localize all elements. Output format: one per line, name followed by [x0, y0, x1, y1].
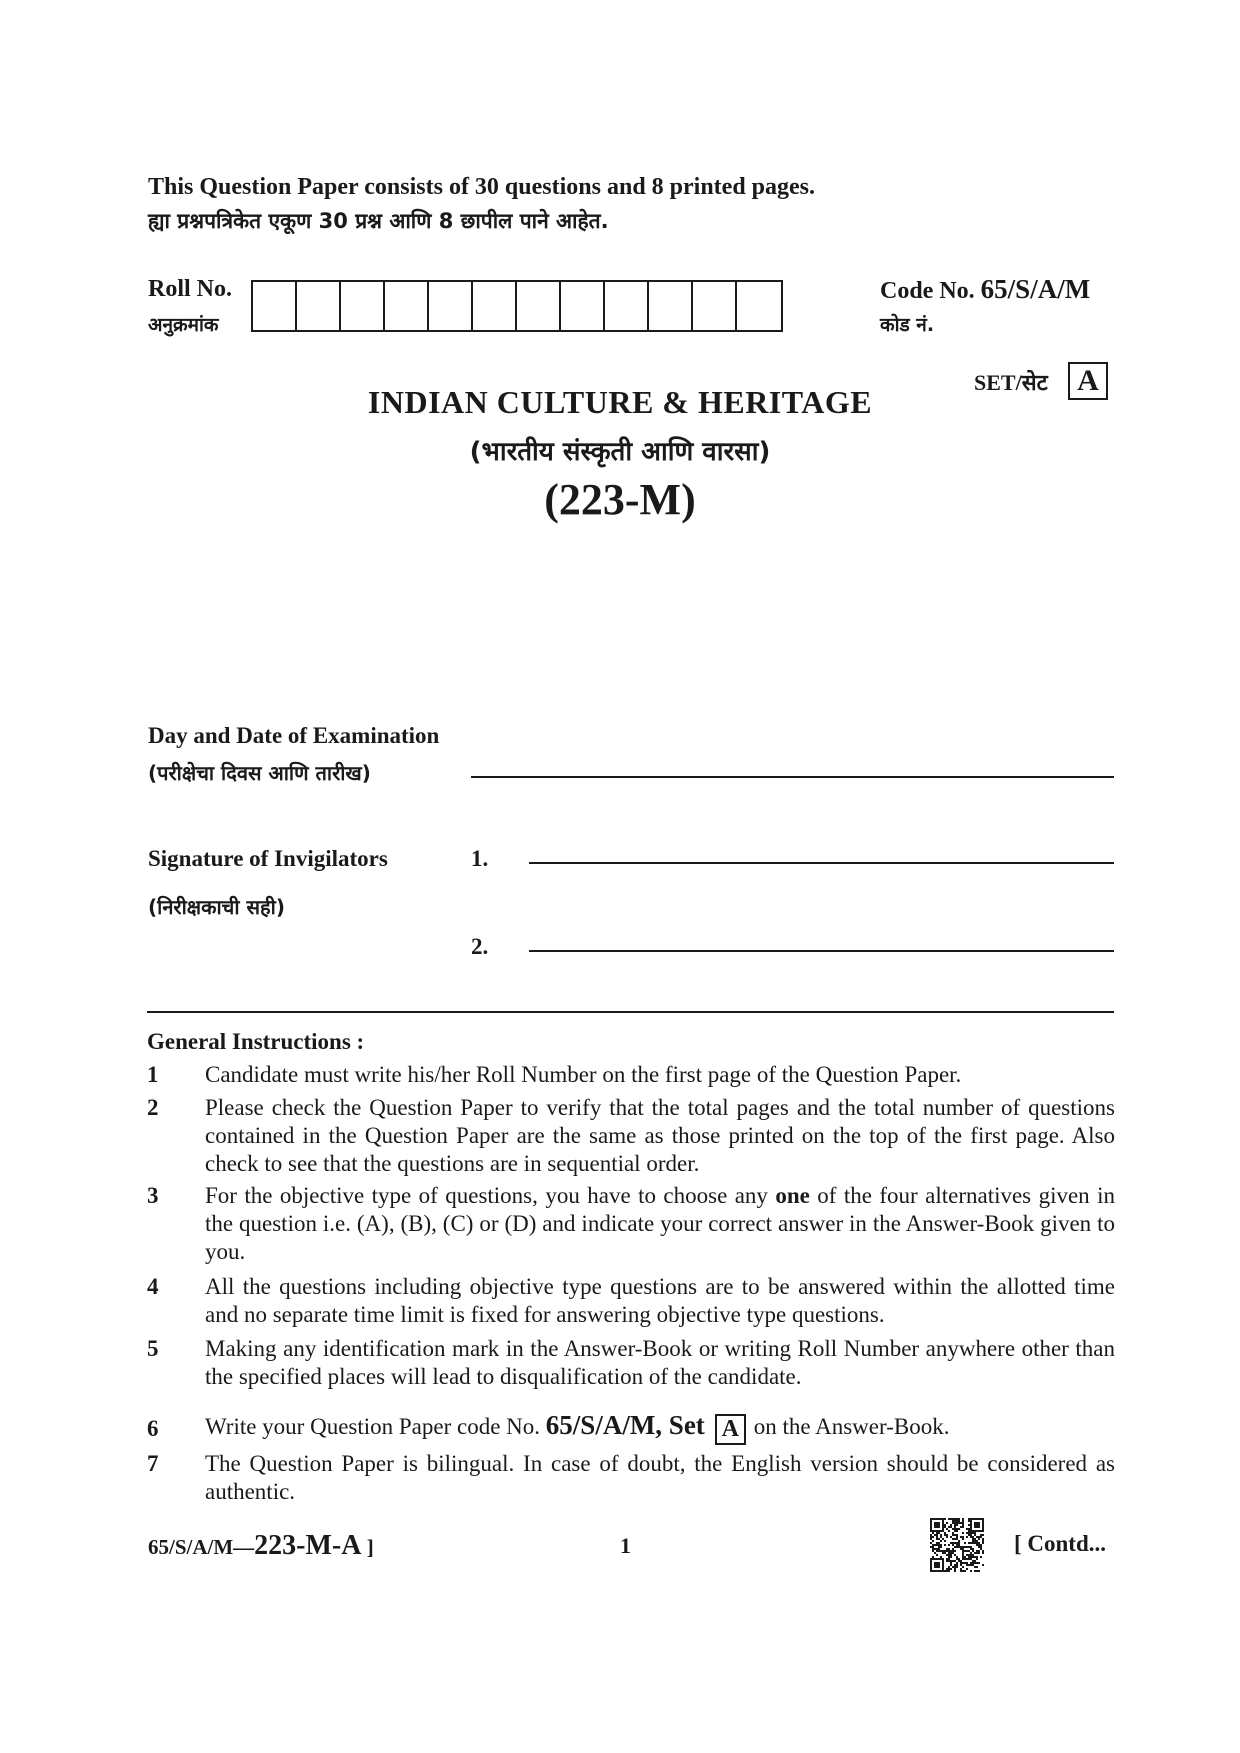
page-count-line-en: This Question Paper consists of 30 questions and 8 printed pages. — [148, 174, 816, 200]
instruction-number: 1 — [147, 1062, 159, 1087]
roll-number-box[interactable] — [517, 282, 561, 330]
instruction-item — [147, 1094, 1115, 1178]
code-number-value: 65/S/A/M — [980, 274, 1091, 304]
roll-number-box[interactable] — [253, 282, 297, 330]
code-number — [880, 274, 1090, 305]
instruction-number: 3 — [147, 1183, 159, 1208]
paper-title-hi: (भारतीय संस्कृती आणि वारसा) — [469, 437, 771, 467]
invigilator-2-number: 2. — [471, 934, 489, 959]
instruction-number: 7 — [147, 1451, 159, 1476]
instruction-text — [205, 1182, 1115, 1266]
set-box-inline: A — [715, 1414, 746, 1445]
instruction-text-part: For the objective type of questions, you have to choose any — [205, 1183, 776, 1208]
roll-number-label: Roll No. — [148, 276, 232, 302]
invigilator-1-line[interactable] — [529, 862, 1114, 864]
instruction-emphasis: 65/S/A/M, Set — [545, 1410, 705, 1440]
instruction-item — [147, 1335, 1115, 1391]
code-number-label-hi: कोड नं. — [880, 314, 935, 336]
exam-date-label-hi: (परीक्षेचा दिवस आणि तारीख) — [148, 761, 371, 785]
instruction-emphasis: one — [775, 1183, 810, 1208]
instruction-item — [147, 1182, 1115, 1266]
set-label: SET/सेट — [974, 370, 1048, 395]
instruction-text-part: of the four alternatives given in the question i.e. (A), (B), (C) or (D) and indicate your correct answer in the Answer-Book given to you. — [205, 1183, 1115, 1264]
instruction-text: The Question Paper is bilingual. In case of doubt, the English version should be considered as authentic. — [205, 1451, 1115, 1504]
instruction-text: Candidate must write his/her Roll Number on the first page of the Question Paper. — [205, 1062, 962, 1087]
instruction-text — [205, 1411, 1115, 1445]
instruction-item — [147, 1450, 1115, 1506]
roll-number-box[interactable] — [297, 282, 341, 330]
instruction-text-part: on the Answer-Book. — [753, 1414, 950, 1439]
invigilator-1-number: 1. — [471, 846, 489, 871]
qr-code-icon — [930, 1518, 984, 1572]
instruction-text: Please check the Question Paper to verify that the total pages and the total number of questions contained in the Question Paper are the same as those printed on the top of the first page. Also check to see that the questions are in sequential order. — [205, 1095, 1115, 1176]
general-instructions-title: General Instructions : — [147, 1029, 365, 1054]
instruction-item — [147, 1411, 1115, 1445]
roll-number-box[interactable] — [429, 282, 473, 330]
invigilator-2-line[interactable] — [529, 950, 1114, 952]
footer-code-prefix: 65/S/A/M— — [148, 1535, 255, 1559]
instruction-item — [147, 1273, 1115, 1329]
footer-code-main: 223-M-A — [254, 1530, 362, 1561]
page-count-line-hi: ह्या प्रश्नपत्रिकेत एकूण 30 प्रश्न आणि 8 छापील पाने आहेत. — [148, 209, 609, 233]
roll-number-box[interactable] — [737, 282, 781, 330]
roll-number-box[interactable] — [649, 282, 693, 330]
footer-code-suffix: ] — [361, 1535, 374, 1559]
roll-number-boxes[interactable] — [251, 280, 783, 332]
exam-date-label: Day and Date of Examination — [148, 723, 440, 748]
invigilator-signature-label: Signature of Invigilators — [148, 846, 388, 871]
roll-number-box[interactable] — [385, 282, 429, 330]
roll-number-box[interactable] — [605, 282, 649, 330]
roll-number-box[interactable] — [693, 282, 737, 330]
instruction-text: Making any identification mark in the Answer-Book or writing Roll Number anywhere other than the specified places will lead to disqualification of the candidate. — [205, 1336, 1115, 1389]
continued-label: [ Contd... — [1014, 1531, 1107, 1556]
instruction-number: 5 — [147, 1336, 159, 1361]
instruction-number: 6 — [147, 1416, 159, 1441]
roll-number-box[interactable] — [473, 282, 517, 330]
roll-number-label-hi: अनुक्रमांक — [148, 314, 219, 336]
page-number: 1 — [620, 1533, 631, 1558]
instruction-text: All the questions including objective type questions are to be answered within the allotted time and no separate time limit is fixed for answering objective type questions. — [205, 1274, 1115, 1327]
subject-code: (223-M) — [544, 475, 696, 524]
instruction-number: 2 — [147, 1095, 159, 1120]
section-divider — [147, 1011, 1114, 1013]
roll-number-box[interactable] — [561, 282, 605, 330]
invigilator-signature-label-hi: (निरीक्षकाची सही) — [148, 895, 285, 919]
roll-number-box[interactable] — [341, 282, 385, 330]
instruction-number: 4 — [147, 1274, 159, 1299]
instruction-item — [147, 1061, 1115, 1089]
exam-date-line[interactable] — [471, 776, 1114, 778]
set-box: A — [1068, 362, 1108, 400]
instruction-text-part: Write your Question Paper code No. — [205, 1414, 546, 1439]
code-number-label: Code No. — [880, 278, 975, 304]
footer-paper-code — [148, 1530, 374, 1562]
paper-title: INDIAN CULTURE & HERITAGE — [367, 384, 873, 420]
